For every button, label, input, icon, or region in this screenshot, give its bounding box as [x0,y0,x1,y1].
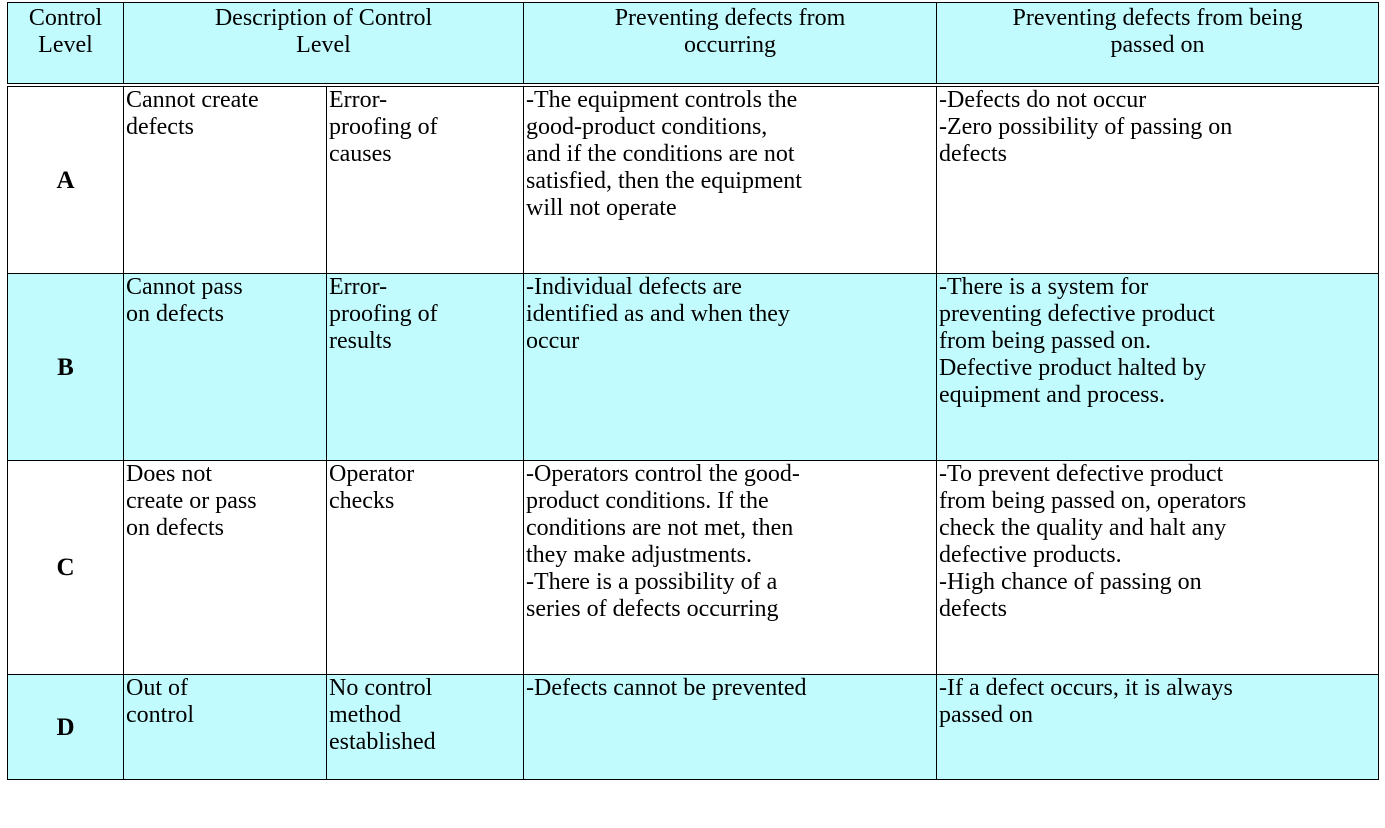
level-summary: Cannot pass on defects [124,274,327,461]
control-level-table [7,2,1379,780]
level-summary: Cannot create defects [124,85,327,274]
level-method: No control method established [327,675,524,780]
level-method: Error- proofing of causes [327,85,524,274]
level-method: Operator checks [327,461,524,675]
level-label: C [8,461,124,675]
level-label: B [8,274,124,461]
preventing-occurring-text: -Defects cannot be prevented [524,675,937,780]
header-preventing-passed: Preventing defects from being passed on [937,3,1379,86]
table-row-level-c [8,461,1379,675]
table-row-level-b [8,274,1379,461]
header-description: Description of Control Level [124,3,524,86]
preventing-occurring-text: -The equipment controls the good-product conditions, and if the conditions are not satisfied, then the equipment will not operate [524,85,937,274]
preventing-passed-text: -If a defect occurs, it is always passed on [937,675,1379,780]
level-summary: Out of control [124,675,327,780]
preventing-passed-text: -Defects do not occur -Zero possibility of passing on defects [937,85,1379,274]
level-label: A [8,85,124,274]
level-method: Error- proofing of results [327,274,524,461]
table-row-level-d [8,675,1379,780]
preventing-passed-text: -To prevent defective product from being passed on, operators check the quality and halt any defective products. -High chance of passing on defects [937,461,1379,675]
control-level-table-wrapper [7,2,1379,780]
table-row-level-a [8,85,1379,274]
preventing-passed-text: -There is a system for preventing defective product from being passed on. Defective product halted by equipment and process. [937,274,1379,461]
preventing-occurring-text: -Operators control the good- product conditions. If the conditions are not met, then they make adjustments. -There is a possibility of a series of defects occurring [524,461,937,675]
header-control-level: Control Level [8,3,124,86]
header-preventing-occurring: Preventing defects from occurring [524,3,937,86]
table-header-row [8,3,1379,86]
level-label: D [8,675,124,780]
preventing-occurring-text: -Individual defects are identified as and when they occur [524,274,937,461]
level-summary: Does not create or pass on defects [124,461,327,675]
